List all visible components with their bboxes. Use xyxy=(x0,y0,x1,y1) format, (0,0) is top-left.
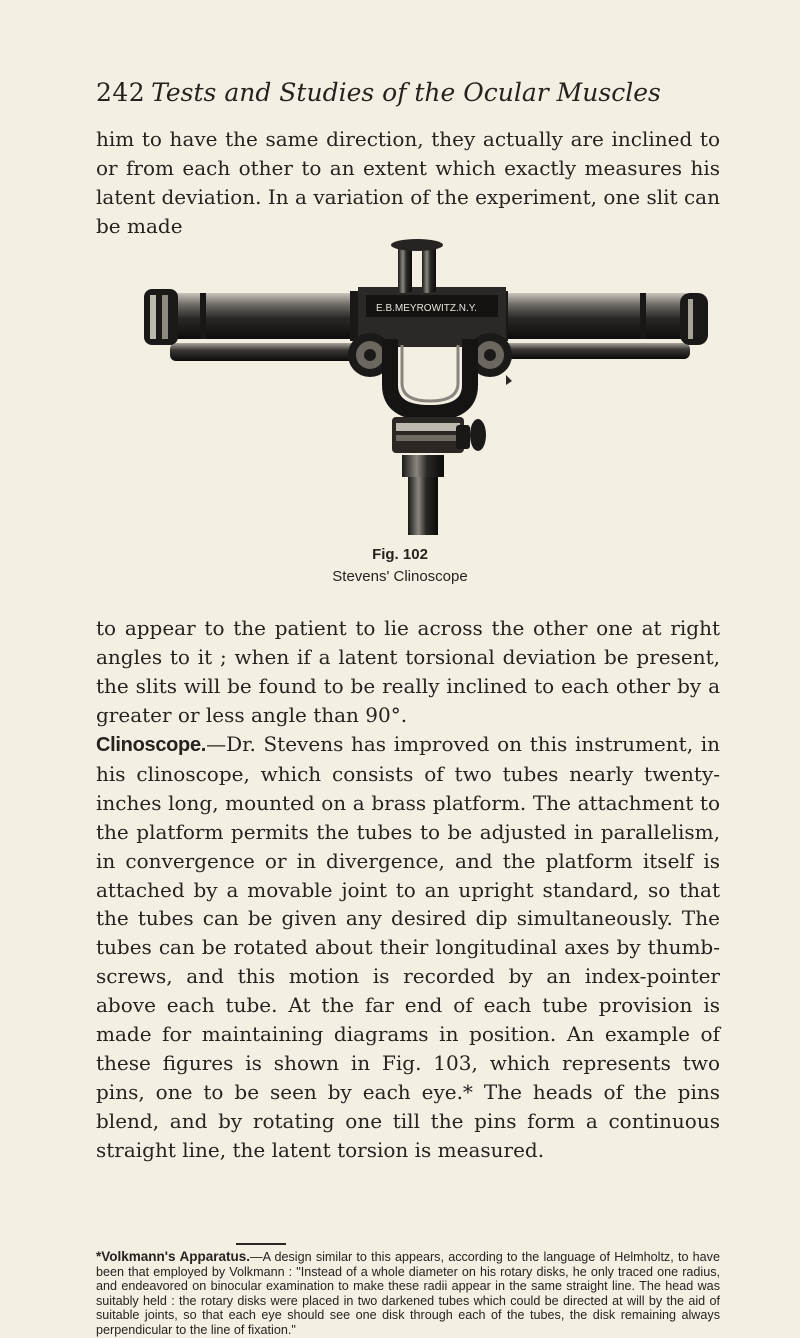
clinoscope-drawing xyxy=(140,235,710,535)
paragraph-3 xyxy=(96,730,720,1165)
engraved-maker-mark: E.B.MEYROWITZ.N.Y. xyxy=(376,303,477,314)
footnote xyxy=(96,1250,720,1338)
clinoscope-heading: Clinoscope. xyxy=(96,734,207,756)
paragraph-2: to appear to the patient to lie across the other one at right angles to it ; when if a latent torsional deviation be present, the slits will be found to be really inclined to each other by a greater or less angle than 90°. xyxy=(96,616,720,727)
page-header xyxy=(96,78,716,112)
upright-standard xyxy=(408,477,438,535)
paragraph-3-body: —Dr. Stevens has improved on this instrument, in his clinoscope, which consists of two tubes nearly twenty-inches long, mounted on a brass platform. The attachment to the platform permits the tubes to be adjusted in parallelism, in convergence or in divergence, and the platform itself is attached by a movable joint to an upright standard, so that the tubes can be given any desired dip simultaneously. The tubes can be rotated about their longitudinal axes by thumb-screws, and this motion is recorded by an index-pointer above each tube. At the far end of each tube provision is made for maintaining diagrams in position. An example of these figures is shown in Fig. 103, which represents two pins, one to be seen by each eye.* The heads of the pins blend, and by rotating one till the pins form a continuous straight line, the latent torsion is measured. xyxy=(96,732,720,1162)
footnote-heading: *Volkmann's Apparatus. xyxy=(96,1249,250,1264)
running-title: Tests and Studies of the Ocular Muscles xyxy=(151,78,661,107)
figure-caption: Stevens' Clinoscope xyxy=(332,568,468,585)
paragraph-1: him to have the same direction, they actually are inclined to or from each other to an extent which exactly measures his latent deviation. In a variation of the experiment, one slit can be made xyxy=(96,127,720,238)
figure-label: Fig. 102 xyxy=(372,546,428,563)
footnote-rule xyxy=(236,1243,286,1245)
page-number: 242 xyxy=(96,78,146,107)
clinoscope-illustration xyxy=(140,235,710,535)
footnote-body: —A design similar to this appears, according to the language of Helmholtz, to have been that employed by Volkmann : "Instead of a whole diameter on his rotary disks, he only traced one radius, and endeavored on binocular examination to make these radii appear in the same straight line. The head was suitably held : the rotary disks were placed in two darkened tubes which could be directed at will by the aid of suitable joints, so that each eye should see one disk through each of the tubes, the disk remaining always perpendicular to the line of fixation." xyxy=(96,1250,720,1337)
